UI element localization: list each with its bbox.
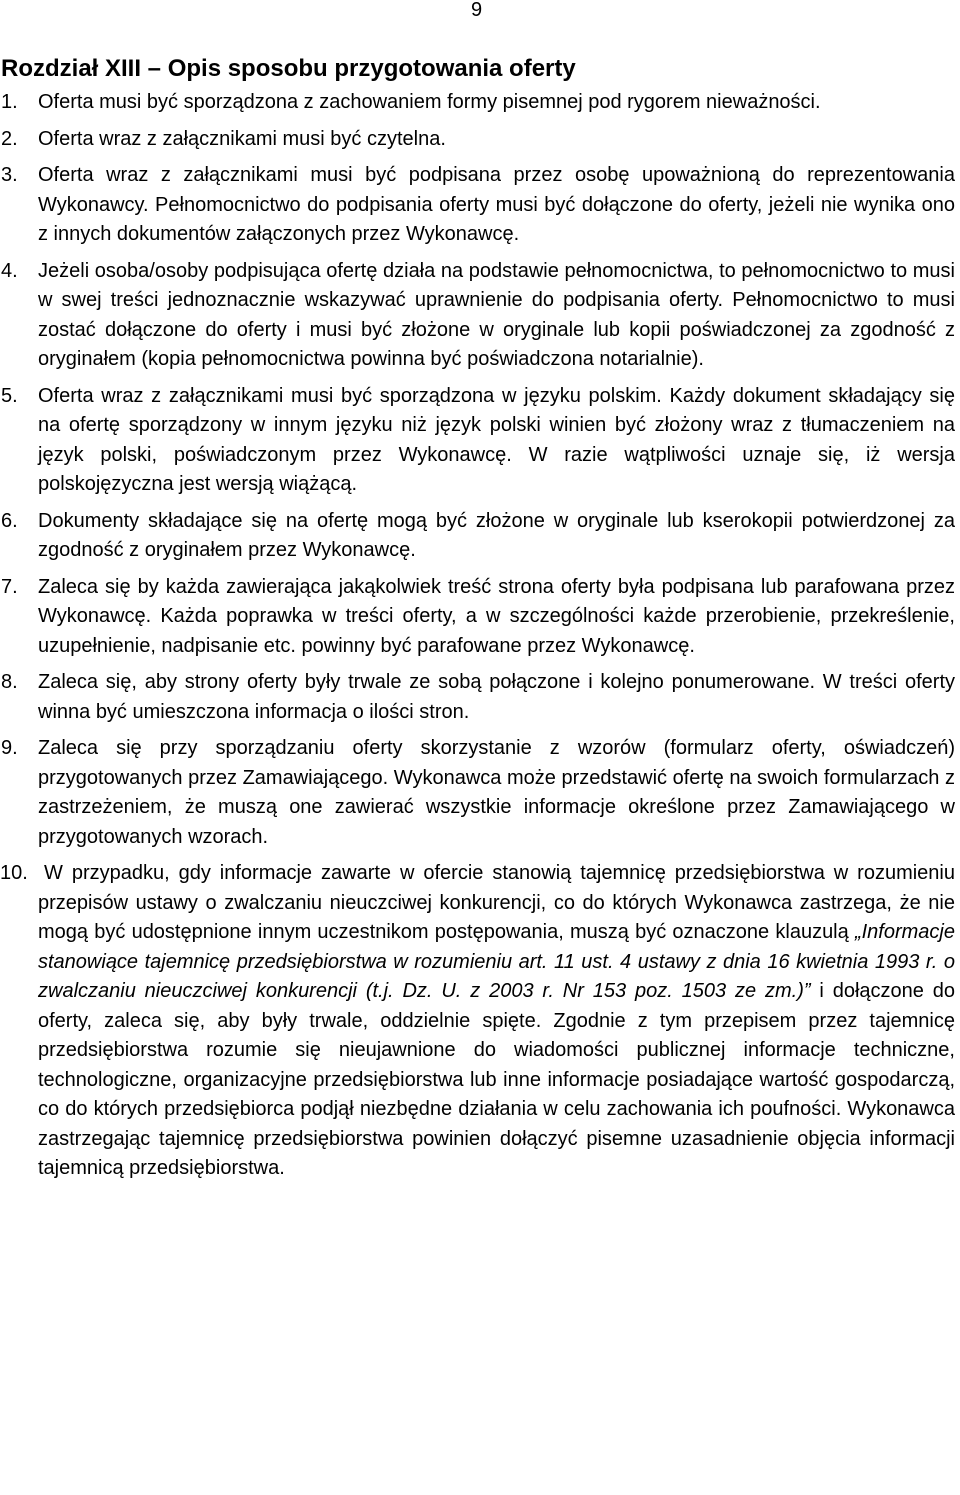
list-item: [0, 257, 955, 375]
item-text: Zaleca się, aby strony oferty były trwale ze sobą połączone i kolejno ponumerowane. W treści oferty winna być umieszczona informacja o ilości stron.: [38, 671, 955, 723]
item-number: 2.: [1, 127, 18, 150]
item-text: Zaleca się by każda zawierająca jakąkolwiek treść strona oferty była podpisana lub parafowana przez Wykonawcę. Każda poprawka w treści oferty, a w szczególności każde przerobienie, przekreślenie, uzupełnienie, nadpisanie etc. powinny być parafowane przez Wykonawcę.: [38, 575, 955, 657]
confidentiality-clause: „Informacje stanowiące tajemnicę przedsiębiorstwa w rozumieniu art. 11 ust. 4 ustawy z dnia 16 kwietnia 1993 r. o zwalczaniu nieuczciwej konkurencji (t.j. Dz. U. z 2003 r. Nr 153 poz. 1503 ze zm.)”: [38, 921, 955, 1002]
list-item: [0, 859, 955, 1184]
item-text: [38, 859, 955, 1184]
item-number: 9.: [1, 737, 18, 759]
page-number: 9: [471, 0, 483, 21]
item-number: 7.: [1, 575, 18, 598]
list-item: [0, 125, 955, 155]
document-body: [0, 52, 955, 1191]
list-item: [0, 573, 955, 662]
item-text: Oferta wraz z załącznikami musi być czytelna.: [38, 127, 446, 150]
chapter-title: Rozdział XIII – Opis sposobu przygotowania oferty: [1, 55, 576, 82]
item-text: Jeżeli osoba/osoby podpisująca ofertę działa na podstawie pełnomocnictwa, to pełnomocnictwo to musi w swej treści jednoznacznie wskazywać uprawnienie do podpisania oferty. Pełnomocnictwo to musi zostać dołączone do oferty i musi być złożone w oryginale lub kopii poświadczonej za zgodność z oryginałem (kopia pełnomocnictwa powinna być poświadczona notarialnie).: [38, 259, 955, 370]
item-number: 10.: [0, 862, 28, 884]
item-number: 1.: [1, 91, 18, 113]
list-item: [0, 88, 955, 118]
item-text: Zaleca się przy sporządzaniu oferty skorzystanie z wzorów (formularz oferty, oświadczeń) przygotowanych przez Zamawiającego. Wykonawca może przedstawić ofertę na swoich formularzach z zastrzeżeniem, że muszą one zawierać wszystkie informacje określone przez Zamawiającego w przygotowanych wzorach.: [38, 737, 955, 848]
item-number: 5.: [1, 384, 18, 407]
list-item: [0, 161, 955, 250]
item-number: 4.: [1, 259, 18, 282]
item-text: Oferta wraz z załącznikami musi być sporządzona w języku polskim. Każdy dokument składający się na ofertę sporządzony w innym języku niż język polski winien być złożony wraz z tłumaczeniem na język polski, poświadczonym przez Wykonawcę. W razie wątpliwości uznaje się, iż wersja polskojęzyczna jest wersją wiążącą.: [38, 384, 955, 495]
list-item: [0, 507, 955, 566]
list-item: [0, 734, 955, 852]
item-number: 8.: [1, 671, 18, 693]
item-text: Oferta musi być sporządzona z zachowaniem formy pisemnej pod rygorem nieważności.: [38, 91, 821, 113]
item-text: Oferta wraz z załącznikami musi być podpisana przez osobę upoważnioną do reprezentowania Wykonawcy. Pełnomocnictwo do podpisania oferty musi być dołączone do oferty, jeżeli nie wynika ono z innych dokumentów załączonych przez Wykonawcę.: [38, 164, 955, 245]
item-text: Dokumenty składające się na ofertę mogą być złożone w oryginale lub kserokopii potwierdzonej za zgodność z oryginałem przez Wykonawcę.: [38, 509, 955, 561]
list-item: [0, 668, 955, 727]
item-number: 3.: [1, 164, 18, 186]
item-number: 6.: [1, 509, 18, 532]
list-item: [0, 382, 955, 500]
item-text-part: W przypadku, gdy informacje zawarte w ofercie stanowią tajemnicę przedsiębiorstwa w rozumieniu przepisów ustawy o zwalczaniu nieuczciwej konkurencji, co do których Wykonawca zastrzega, że nie mogą być udostępnione innym uczestnikom postępowania, muszą być oznaczone klauzulą: [38, 862, 955, 943]
requirements-list: [0, 88, 955, 1184]
item-text-part: i dołączone do oferty, zaleca się, aby były trwale, oddzielnie spięte. Zgodnie z tym przepisem przez tajemnicę przedsiębiorstwa rozumie się nieujawnione do wiadomości publicznej informacje techniczne, technologiczne, organizacyjne przedsiębiorstwa lub inne informacje posiadające wartość gospodarczą, co do których przedsiębiorca podjął niezbędne działania w celu zachowania ich poufności. Wykonawca zastrzegając tajemnicę przedsiębiorstwa powinien dołączyć pisemne uzasadnienie objęcia informacji tajemnicą przedsiębiorstwa.: [38, 980, 955, 1179]
